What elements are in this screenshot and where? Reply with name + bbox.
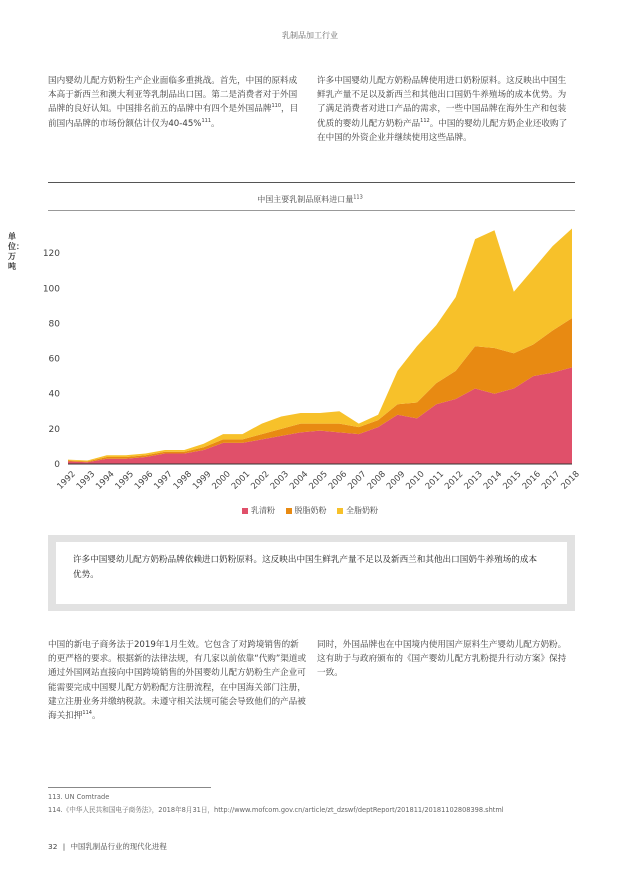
legend-item-skim — [286, 505, 327, 516]
x-tick-label-2013: 2013 — [462, 469, 485, 492]
x-tick-label-1992: 1992 — [55, 469, 78, 492]
legend-item-whey — [242, 505, 275, 516]
legend-label-skim: 脱脂奶粉 — [294, 506, 327, 515]
x-tick-label-2014: 2014 — [481, 469, 505, 492]
y-tick-label-80: 80 — [48, 319, 60, 330]
x-tick-label-1998: 1998 — [171, 469, 195, 492]
x-tick-label-2005: 2005 — [307, 469, 330, 492]
intro-left-end: 。 — [211, 118, 220, 129]
body-left-text: 中国的新电子商务法于2019年1月生效。它包含了对跨境销售的新的更严格的要求。根据新的法律法规，有几家以前依靠“代购”渠道或通过外国网站直接向中国跨境销售的外国婴幼儿配方奶粉生产企业可能需要完成中国婴儿配方奶粉配方注册流程，在中国海关部门注册，建立注册业务并缴纳税款。未遵守相关法规可能会导致他们的产品被海关扣押 — [48, 640, 307, 722]
x-tick-label-2001: 2001 — [229, 469, 253, 492]
intro-left-mid: ，目前国内品牌的市场份额估计仅为40-45% — [48, 104, 299, 129]
chart-legend — [0, 505, 620, 516]
y-axis-label: 单位：万吨 — [8, 232, 24, 271]
x-tick-label-2011: 2011 — [423, 469, 447, 492]
chart-top-rule — [48, 182, 575, 183]
y-tick-label-60: 60 — [48, 354, 60, 365]
x-tick-label-2015: 2015 — [501, 469, 524, 492]
y-tick-label-100: 100 — [42, 284, 60, 295]
x-tick-label-2003: 2003 — [268, 469, 292, 492]
callout-text: 许多中国婴幼儿配方奶粉品牌依赖进口奶粉原料。这反映出中国生鲜乳产量不足以及新西兰和其他出口国奶牛养殖场的成本优势。 — [73, 555, 538, 580]
x-tick-label-1999: 1999 — [191, 469, 214, 492]
legend-label-whole: 全脂奶粉 — [346, 506, 379, 515]
body-left-end: 。 — [91, 711, 101, 722]
x-tick-label-2000: 2000 — [210, 469, 233, 492]
footer-title: 中国乳制品行业的现代化进程 — [70, 842, 167, 851]
footnote-ref-111: 111 — [201, 117, 211, 124]
legend-swatch-whey — [242, 508, 248, 514]
body-paragraph-right — [317, 638, 573, 681]
x-tick-label-2016: 2016 — [520, 469, 544, 492]
intro-right-text: 许多中国婴幼儿配方奶粉品牌使用进口奶粉原料。这反映出中国生鲜乳产量不足以及新西兰和其他出口国奶牛养殖场的成本优势。为了满足消费者对进口产品的需求，一些中国品牌在海外生产和包装优质的婴幼儿配方奶粉产品 — [317, 76, 567, 129]
x-tick-label-2006: 2006 — [326, 469, 350, 492]
legend-swatch-skim — [286, 508, 292, 514]
x-tick-label-2012: 2012 — [443, 469, 466, 492]
footnote-113: 113. UN Comtrade — [48, 793, 110, 801]
footnote-ref-112: 112 — [420, 117, 430, 124]
intro-paragraph-right — [317, 74, 573, 145]
footnote-ref-114: 114 — [82, 710, 92, 717]
footer-separator: | — [62, 842, 66, 851]
x-tick-label-1996: 1996 — [132, 469, 156, 492]
legend-item-whole — [337, 505, 378, 516]
body-paragraph-left — [48, 638, 307, 723]
x-tick-label-2018: 2018 — [559, 469, 582, 492]
x-tick-label-1997: 1997 — [152, 469, 175, 492]
running-header: 乳制品加工行业 — [282, 31, 338, 40]
y-tick-label-20: 20 — [48, 424, 60, 435]
x-tick-label-2007: 2007 — [346, 469, 369, 492]
import-volume-chart — [0, 210, 620, 505]
y-tick-label-0: 0 — [54, 460, 60, 470]
intro-right-end: 。中国的婴幼儿配方奶企业还收购了在中国的外资企业并继续使用这些品牌。 — [317, 118, 568, 143]
legend-swatch-whole — [337, 508, 343, 514]
page-number: 32 — [48, 842, 58, 851]
footnote-ref-113: 113 — [353, 194, 363, 201]
x-tick-label-1995: 1995 — [113, 469, 136, 492]
intro-left-text: 国内婴幼儿配方奶粉生产企业面临多重挑战。首先，中国的原料成本高于新西兰和澳大利亚等乳制品出口国。第二是消费者对于外国品牌的良好认知。中国排名前五的品牌中有四个是外国品牌 — [48, 76, 298, 115]
y-tick-label-40: 40 — [48, 389, 60, 400]
y-tick-label-120: 120 — [42, 249, 60, 260]
x-tick-label-2010: 2010 — [404, 469, 427, 492]
footnote-ref-110: 110 — [271, 103, 281, 110]
x-tick-label-1994: 1994 — [94, 469, 117, 492]
x-tick-label-2008: 2008 — [365, 469, 388, 492]
page-footer — [48, 841, 167, 852]
x-tick-label-2002: 2002 — [249, 469, 272, 492]
intro-paragraph-left — [48, 74, 303, 131]
chart-title-text: 中国主要乳制品原料进口量 — [257, 195, 354, 204]
chart-title — [0, 194, 620, 205]
x-tick-label-2004: 2004 — [288, 469, 311, 492]
legend-label-whey: 乳清粉 — [250, 506, 275, 515]
x-tick-label-2009: 2009 — [384, 469, 408, 492]
callout-box — [48, 535, 575, 611]
body-right-text: 同时，外国品牌也在中国境内使用国产原料生产婴幼儿配方奶粉。这有助于与政府颁布的《国产婴幼儿配方乳粉提升行动方案》保持一致。 — [317, 640, 567, 679]
footnote-rule — [48, 787, 211, 788]
x-tick-label-1993: 1993 — [74, 469, 98, 492]
x-tick-label-2017: 2017 — [540, 469, 563, 492]
footnote-114: 114.《中华人民共和国电子商务法》，2018年8月31日，http://www.mofcom.gov.cn/article/zt_dzswf/deptReport/201811/20181102808398.shtml — [48, 806, 504, 814]
